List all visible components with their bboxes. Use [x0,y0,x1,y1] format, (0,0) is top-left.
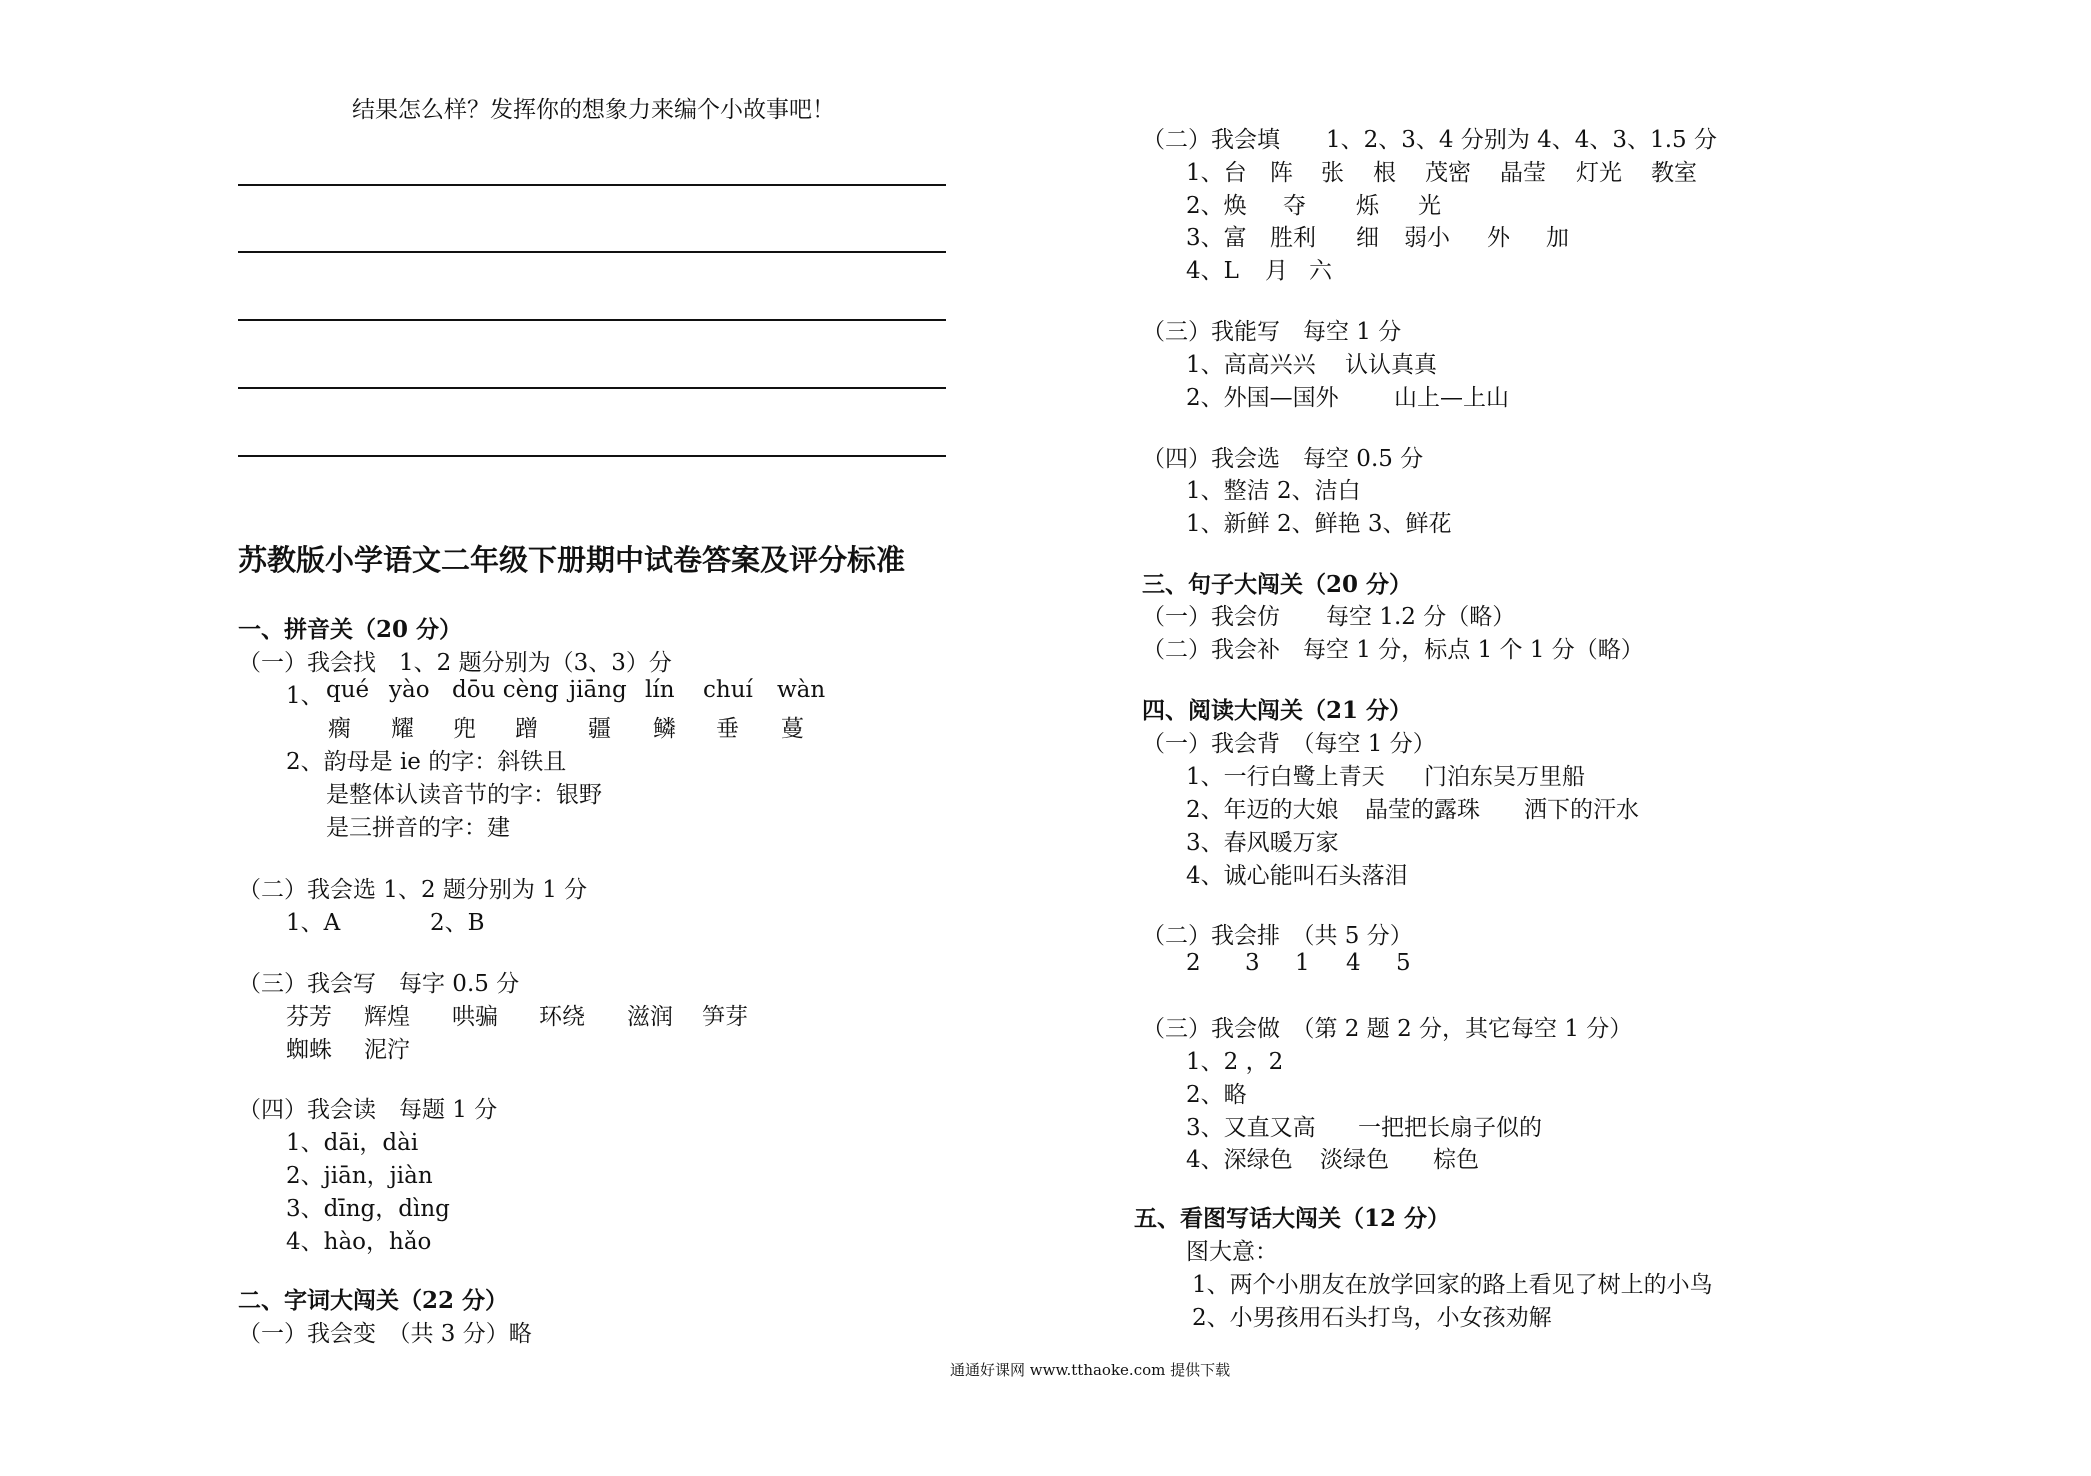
order-number: 1 [1295,950,1310,976]
char-item: 兜 [453,716,476,742]
answer-item: 1、一行白鹭上青天 [1186,764,1385,790]
answer-row: 2、jiān，jiàn [286,1163,433,1189]
answer-item: 3、又直又高 [1186,1115,1316,1141]
answer-item: 1、A [286,910,341,936]
section-heading-words: 二、字词大闯关（22 分） [238,1287,509,1314]
pinyin-item: jiāng [569,677,627,703]
answer-row: 2、小男孩用石头打鸟，小女孩劝解 [1192,1305,1552,1331]
part-title-recite: （一）我会背 （每空 1 分） [1142,731,1436,757]
answer-item: 2、B [430,910,485,936]
part-title-write: （三）我会写 每字 0.5 分 [238,971,520,997]
fill-item: 月 [1265,258,1288,284]
word-item: 笋芽 [702,1004,748,1030]
char-item: 蹭 [515,716,538,742]
part-title-can-write: （三）我能写 每空 1 分 [1142,319,1402,345]
answer-item: 1、高高兴兴 [1186,352,1316,378]
fill-item: 外 [1487,225,1510,251]
answer-row: 4、hào，hǎo [286,1229,432,1255]
answer-row: 2、略 [1186,1082,1247,1108]
answer-item: 门泊东吴万里船 [1424,764,1585,790]
answer-row: （二）我会补 每空 1 分，标点 1 个 1 分（略） [1142,637,1644,663]
fill-item: 阵 [1270,160,1293,186]
fill-item: 晶莹 [1500,160,1546,186]
answer-item: 认认真真 [1345,352,1437,378]
fill-item: 根 [1373,160,1396,186]
word-item: 环绕 [539,1004,585,1030]
pinyin-item: yào [389,677,430,703]
fill-item: 茂密 [1425,160,1471,186]
char-item: 鳞 [653,716,676,742]
fill-item: 张 [1321,160,1344,186]
writing-line-1 [238,184,946,186]
answer-row: 1、2 ，2 [1186,1049,1284,1075]
picture-meaning-label: 图大意： [1186,1239,1278,1265]
answer-item: 2、年迈的大娘 [1186,797,1339,823]
order-number: 5 [1396,950,1411,976]
page-footer: 通通好课网 www.tthaoke.com 提供下载 [950,1361,1231,1379]
answer-row: 4、诚心能叫石头落泪 [1186,863,1408,889]
page-title: 苏教版小学语文二年级下册期中试卷答案及评分标准 [238,543,906,577]
pinyin-item: chuí [703,677,753,703]
fill-item: 烁 [1356,193,1379,219]
part-title-can-choose: （四）我会选 每空 0.5 分 [1142,446,1424,472]
pinyin-item: wàn [777,677,826,703]
char-item: 疆 [588,716,611,742]
writing-line-4 [238,387,946,389]
word-item: 辉煌 [364,1004,410,1030]
story-prompt: 结果怎么样？发挥你的想象力来编个小故事吧！ [352,97,835,123]
answer-item: 山上—上山 [1394,385,1509,411]
answer-row: 1、整洁 2、洁白 [1186,478,1361,504]
part-title-change: （一）我会变 （共 3 分）略 [238,1321,532,1347]
answer-row: 是整体认读音节的字：银野 [326,782,602,808]
answer-item: 淡绿色 [1320,1147,1389,1173]
answer-row: 1、新鲜 2、鲜艳 3、鲜花 [1186,511,1452,537]
answer-item: 晶莹的露珠 [1365,797,1480,823]
pinyin-item: lín [645,677,675,703]
part-title-find: （一）我会找 1、2 题分别为（3、3）分 [238,650,672,676]
answer-item: 洒下的汗水 [1524,797,1639,823]
word-item: 蜘蛛 [286,1037,332,1063]
char-item: 垂 [716,716,739,742]
char-item: 蔓 [781,716,804,742]
order-number: 4 [1346,950,1361,976]
fill-item: 六 [1309,258,1332,284]
part-title-do: （三）我会做 （第 2 题 2 分，其它每空 1 分） [1142,1016,1633,1042]
order-number: 3 [1245,950,1260,976]
fill-item: 夺 [1283,193,1306,219]
answer-item: 4、深绿色 [1186,1147,1293,1173]
part-title-order: （二）我会排 （共 5 分） [1142,923,1413,949]
section-heading-picture-writing: 五、看图写话大闯关（12 分） [1134,1205,1451,1232]
char-item: 耀 [391,716,414,742]
writing-line-2 [238,251,946,253]
word-item: 泥泞 [364,1037,410,1063]
word-item: 滋润 [627,1004,673,1030]
answer-row: 3、春风暖万家 [1186,830,1339,856]
part-title-choose: （二）我会选 1、2 题分别为 1 分 [238,877,588,903]
answer-row: 是三拼音的字：建 [326,815,510,841]
section-heading-sentences: 三、句子大闯关（20 分） [1142,571,1413,598]
answer-row: 1、两个小朋友在放学回家的路上看见了树上的小鸟 [1192,1272,1713,1298]
fill-item: 灯光 [1576,160,1622,186]
fill-item: 教室 [1651,160,1697,186]
order-number: 2 [1186,950,1201,976]
pinyin-item: qué [326,677,370,703]
fill-item: 细 [1356,225,1379,251]
fill-item: 弱小 [1404,225,1450,251]
fill-item: 1、台 [1186,160,1247,186]
fill-item: 3、富 [1186,225,1247,251]
writing-line-5 [238,455,946,457]
answer-item: 棕色 [1433,1147,1479,1173]
section-heading-pinyin: 一、拼音关（20 分） [238,616,463,643]
part-title-fill: （二）我会填 1、2、3、4 分别为 4、4、3、1.5 分 [1142,127,1717,153]
fill-item: 加 [1546,225,1569,251]
fill-item: 4、L [1186,258,1239,284]
answer-row: 3、dīng，dìng [286,1196,450,1222]
answer-row: 2、韵母是 ie 的字：斜铁且 [286,749,567,775]
part-title-read: （四）我会读 每题 1 分 [238,1097,498,1123]
fill-item: 胜利 [1270,225,1316,251]
answer-item: 2、外国—国外 [1186,385,1339,411]
writing-line-3 [238,319,946,321]
fill-item: 光 [1418,193,1441,219]
answer-row: （一）我会仿 每空 1.2 分（略） [1142,604,1516,630]
word-item: 哄骗 [452,1004,498,1030]
char-item: 瘸 [328,716,351,742]
pinyin-item: dōu cèng [452,677,559,703]
fill-item: 2、焕 [1186,193,1247,219]
section-heading-reading: 四、阅读大闯关（21 分） [1142,697,1413,724]
answer-row: 1、dāi，dài [286,1130,419,1156]
pinyin-row-num: 1、 [286,683,324,709]
word-item: 芬芳 [286,1004,332,1030]
answer-item: 一把把长扇子似的 [1358,1115,1542,1141]
